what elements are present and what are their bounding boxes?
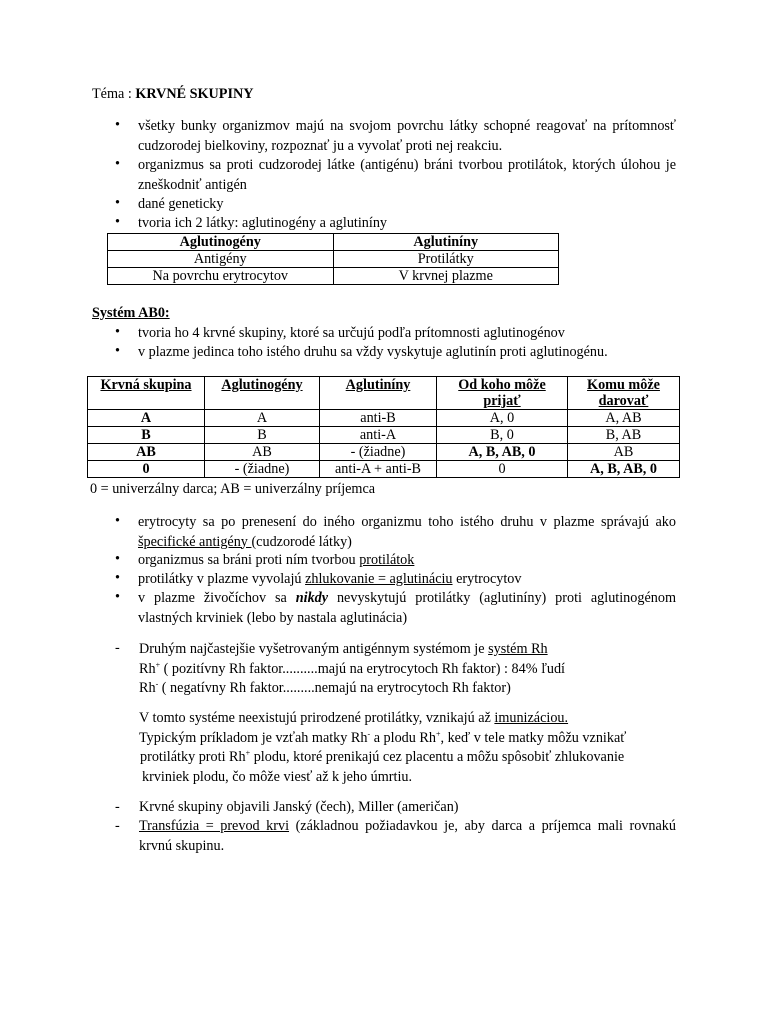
dash-bullet: - xyxy=(115,818,120,834)
table-header-row: Krvná skupina Aglutinogény Aglutiníny Od koho môže prijať Komu môže darovať xyxy=(88,377,680,410)
title-text: KRVNÉ SKUPINY xyxy=(135,86,254,102)
table-row: Antigény Protilátky xyxy=(108,251,559,268)
bullet-icon: • xyxy=(115,117,120,133)
rh-positive: Rh+ ( pozitívny Rh faktor..........majú na erytrocytoch Rh faktor) : 84% ľudí xyxy=(139,659,565,677)
table-row: Na povrchu erytrocytov V krvnej plazme xyxy=(108,268,559,285)
page-title: Téma : KRVNÉ SKUPINY xyxy=(92,86,254,102)
dash-bullet: - xyxy=(115,640,120,656)
bullet-icon: • xyxy=(115,570,120,586)
agglutinogen-table xyxy=(107,233,559,285)
table-row: AB AB - (žiadne) A, B, AB, 0 AB xyxy=(88,444,680,461)
bullet-icon: • xyxy=(115,513,120,529)
table-note: 0 = univerzálny darca; AB = univerzálny príjemca xyxy=(90,481,376,497)
table-row: B B anti-A B, 0 B, AB xyxy=(88,427,680,444)
bullet-icon: • xyxy=(115,589,120,605)
ab0-heading: Systém AB0: xyxy=(92,305,170,321)
dash-bullet: - xyxy=(115,799,120,815)
blood-group-table xyxy=(87,376,680,478)
rh-para-line-2: Typickým príkladom je vzťah matky Rh- a plodu Rh+, keď v tele matky môžu vznikať xyxy=(139,728,627,746)
rh-negative: Rh- ( negatívny Rh faktor.........nemajú na erytrocytoch Rh faktor) xyxy=(139,679,511,696)
rh-paragraph xyxy=(139,709,676,787)
bullet-icon: • xyxy=(115,156,120,172)
bullet-icon: • xyxy=(115,551,120,567)
table-row: A A anti-B A, 0 A, AB xyxy=(88,410,680,427)
rh-para-line-4: krviniek plodu, čo môže viesť až k jeho úmrtiu. xyxy=(142,768,413,785)
bullet-icon: • xyxy=(115,324,120,340)
table-header-row: Aglutinogény Aglutiníny xyxy=(108,234,559,251)
bullet-icon: • xyxy=(115,214,120,230)
table-row: 0 - (žiadne) anti-A + anti-B 0 A, B, AB, 0 xyxy=(88,461,680,478)
document-page: Téma : KRVNÉ SKUPINY • všetky bunky organizmov majú na svojom povrchu látky schopné reagovať na prítomnosť cudzorodej bielkoviny, rozpoznať ju a vyvolať proti nej reakciu. • organizmus sa proti cudzorodej látke (antigénu) bráni tvorbou protilátok, ktorých úlohou je zneškodniť antigén • dané geneticky • tvoria ich 2 látky: aglutinogény a aglutiníny Aglutinogény Aglutiníny Antigény Protilátky Na povrchu erytrocytov V krvnej plazme Systém AB0: • tvoria ho 4 krvné skupiny, ktoré sa určujú podľa prítomnosti aglutinogénov • v plazme jedinca toho istého druhu sa vždy vyskytuje aglutinín proti aglutinogénu. Krvná skupina Aglutinogény Aglutiníny Od koho môže prijať Komu môže darovať A A anti-B A, 0 A, AB B B anti-A B, 0 B, AB AB AB - (žiadne) A, B, AB, 0 AB 0 - (žiadne) anti-A + anti-B 0 A, B, AB, 0 0 = univerzálny darca; AB = univerzálny príjemca • erytrocyty sa po prenesení do iného organizmu toho istého druhu v plazme správajú ako špecifické antigény (cudzorodé látky) • organizmus sa bráni proti ním tvorbou protilátok • protilátky v plazme vyvolajú zhlukovanie = aglutináciu erytrocytov • v plazme živočíchov sa nikdy nevyskytujú protilátky (aglutiníny) proti aglutinogénom vlastných krviniek (lebo by nastala aglutinácia) - Druhým najčastejšie vyšetrovaným antigénnym systémom je systém Rh Rh+ ( pozitívny Rh faktor..........majú na erytrocytoch Rh faktor) : 84% ľudí Rh- ( negatívny Rh faktor.........nemajú na erytrocytoch Rh faktor) V tomto systéme neexistujú prirodzené protilátky, vznikajú až imunizáciou. Typickým príkladom je vzťah matky Rh- a plodu Rh+, keď v tele matky môžu vznikať protilátky proti Rh+ plodu, ktoré prenikajú cez placentu a môžu spôsobiť zhlukovanie krviniek plodu, čo môže viesť až k jeho úmrtiu. - Krvné skupiny objavili Janský (čech), Miller (američan) - Transfúzia = prevod krvi (základnou požiadavkou je, aby darca a príjemca mali rovnakú krvnú skupinu. xyxy=(0,0,768,1024)
rh-line-1: Druhým najčastejšie vyšetrovaným antigénnym systémom je systém Rh xyxy=(139,641,548,657)
bullet-icon: • xyxy=(115,343,120,359)
bullet-icon: • xyxy=(115,195,120,211)
rh-para-line-3: protilátky proti Rh+ plodu, ktoré prenikajú cez placentu a môžu spôsobiť zhlukovanie xyxy=(140,748,625,765)
rh-para-line-1: V tomto systéme neexistujú prirodzené protilátky, vznikajú až imunizáciou. xyxy=(139,710,569,726)
